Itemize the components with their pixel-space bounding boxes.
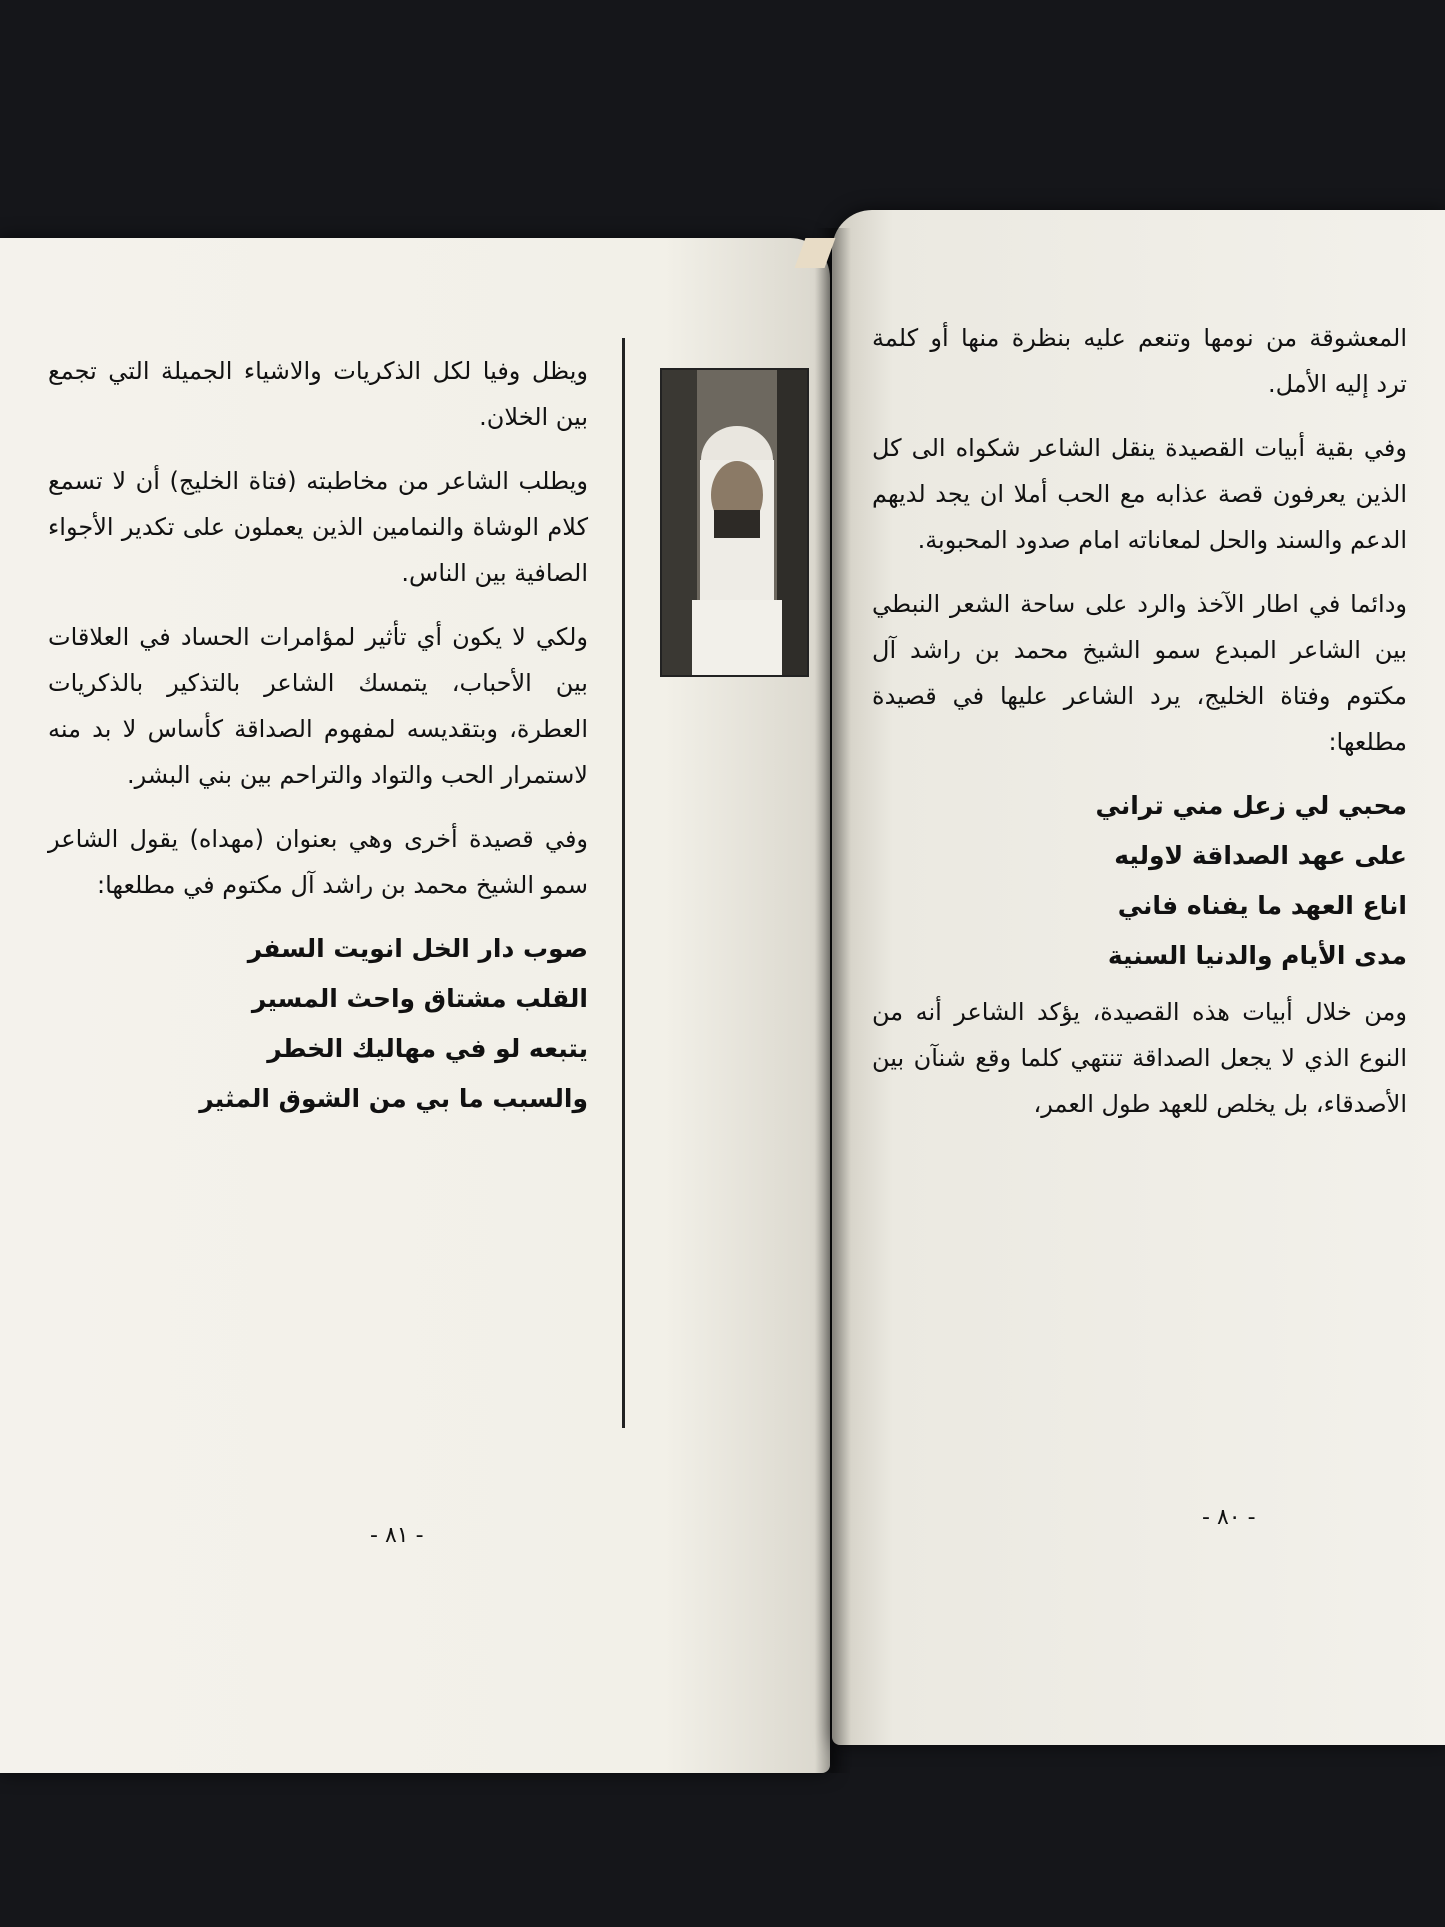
left-poem-line-3: يتبعه لو في مهاليك الخطر: [267, 1034, 588, 1063]
right-poem-line-2: على عهد الصداقة لاوليه: [1114, 841, 1407, 870]
left-page-number: - ٨١ -: [370, 1523, 424, 1548]
right-paragraph-3: ودائما في اطار الآخذ والرد على ساحة الشعر النبطي بين الشاعر المبدع سمو الشيخ محمد بن راشد آل مكتوم وفتاة الخليج، يرد الشاعر عليها في قصيدة مطلعها:: [872, 590, 1407, 756]
left-page: [0, 238, 830, 1773]
left-paragraph-2: ويطلب الشاعر من مخاطبته (فتاة الخليج) أن لا تسمع كلام الوشاة والنمامين الذين يعملون على تكدير الأجواء الصافية بين الناس.: [48, 467, 588, 587]
left-paragraph-1: ويظل وفيا لكل الذكريات والاشياء الجميلة التي تجمع بين الخلان.: [48, 357, 588, 431]
right-page-text-column: [872, 315, 1407, 1145]
portrait-photo-icon: [660, 368, 809, 677]
right-paragraph-4: ومن خلال أبيات هذه القصيدة، يؤكد الشاعر أنه من النوع الذي لا يجعل الصداقة تنتهي كلما وقع شنآن بين الأصدقاء، بل يخلص للعهد طول العمر،: [872, 998, 1407, 1118]
left-poem-line-4: والسبب ما بي من الشوق المثير: [199, 1084, 588, 1113]
right-paragraph-2: وفي بقية أبيات القصيدة ينقل الشاعر شكواه الى كل الذين يعرفون قصة عذابه مع الحب أملا ان يجد لديهم الدعم والسند والحل لمعاناته امام صدود المحبوبة.: [872, 434, 1407, 554]
right-page-number: - ٨٠ -: [1202, 1505, 1256, 1530]
left-poem-line-1: صوب دار الخل انويت السفر: [247, 934, 588, 963]
left-poem-line-2: القلب مشتاق واحث المسير: [251, 984, 588, 1013]
book-spine-shadow: [815, 228, 851, 1773]
left-poem: [48, 926, 588, 1122]
right-page: [832, 210, 1445, 1745]
right-paragraph-1: المعشوقة من نومها وتنعم عليه بنظرة منها أو كلمة ترد إليه الأمل.: [872, 324, 1407, 398]
right-poem-line-3: اناع العهد ما يفناه فاني: [1117, 891, 1407, 920]
left-page-text-column: [48, 348, 588, 1132]
right-poem-line-1: محبي لي زعل مني تراني: [1095, 791, 1407, 820]
right-poem: [872, 783, 1407, 979]
left-paragraph-4: وفي قصيدة أخرى وهي بعنوان (مهداه) يقول الشاعر سمو الشيخ محمد بن راشد آل مكتوم في مطلعها:: [48, 825, 588, 899]
right-poem-line-4: مدى الأيام والدنيا السنية: [1107, 941, 1407, 970]
column-divider: [622, 338, 625, 1428]
left-paragraph-3: ولكي لا يكون أي تأثير لمؤامرات الحساد في العلاقات بين الأحباب، يتمسك الشاعر بالتذكير بالذكريات العطرة، وبتقديسه لمفهوم الصداقة كأساس لا بد منه لاستمرار الحب والتواد والتراحم بين بني البشر.: [48, 623, 588, 789]
